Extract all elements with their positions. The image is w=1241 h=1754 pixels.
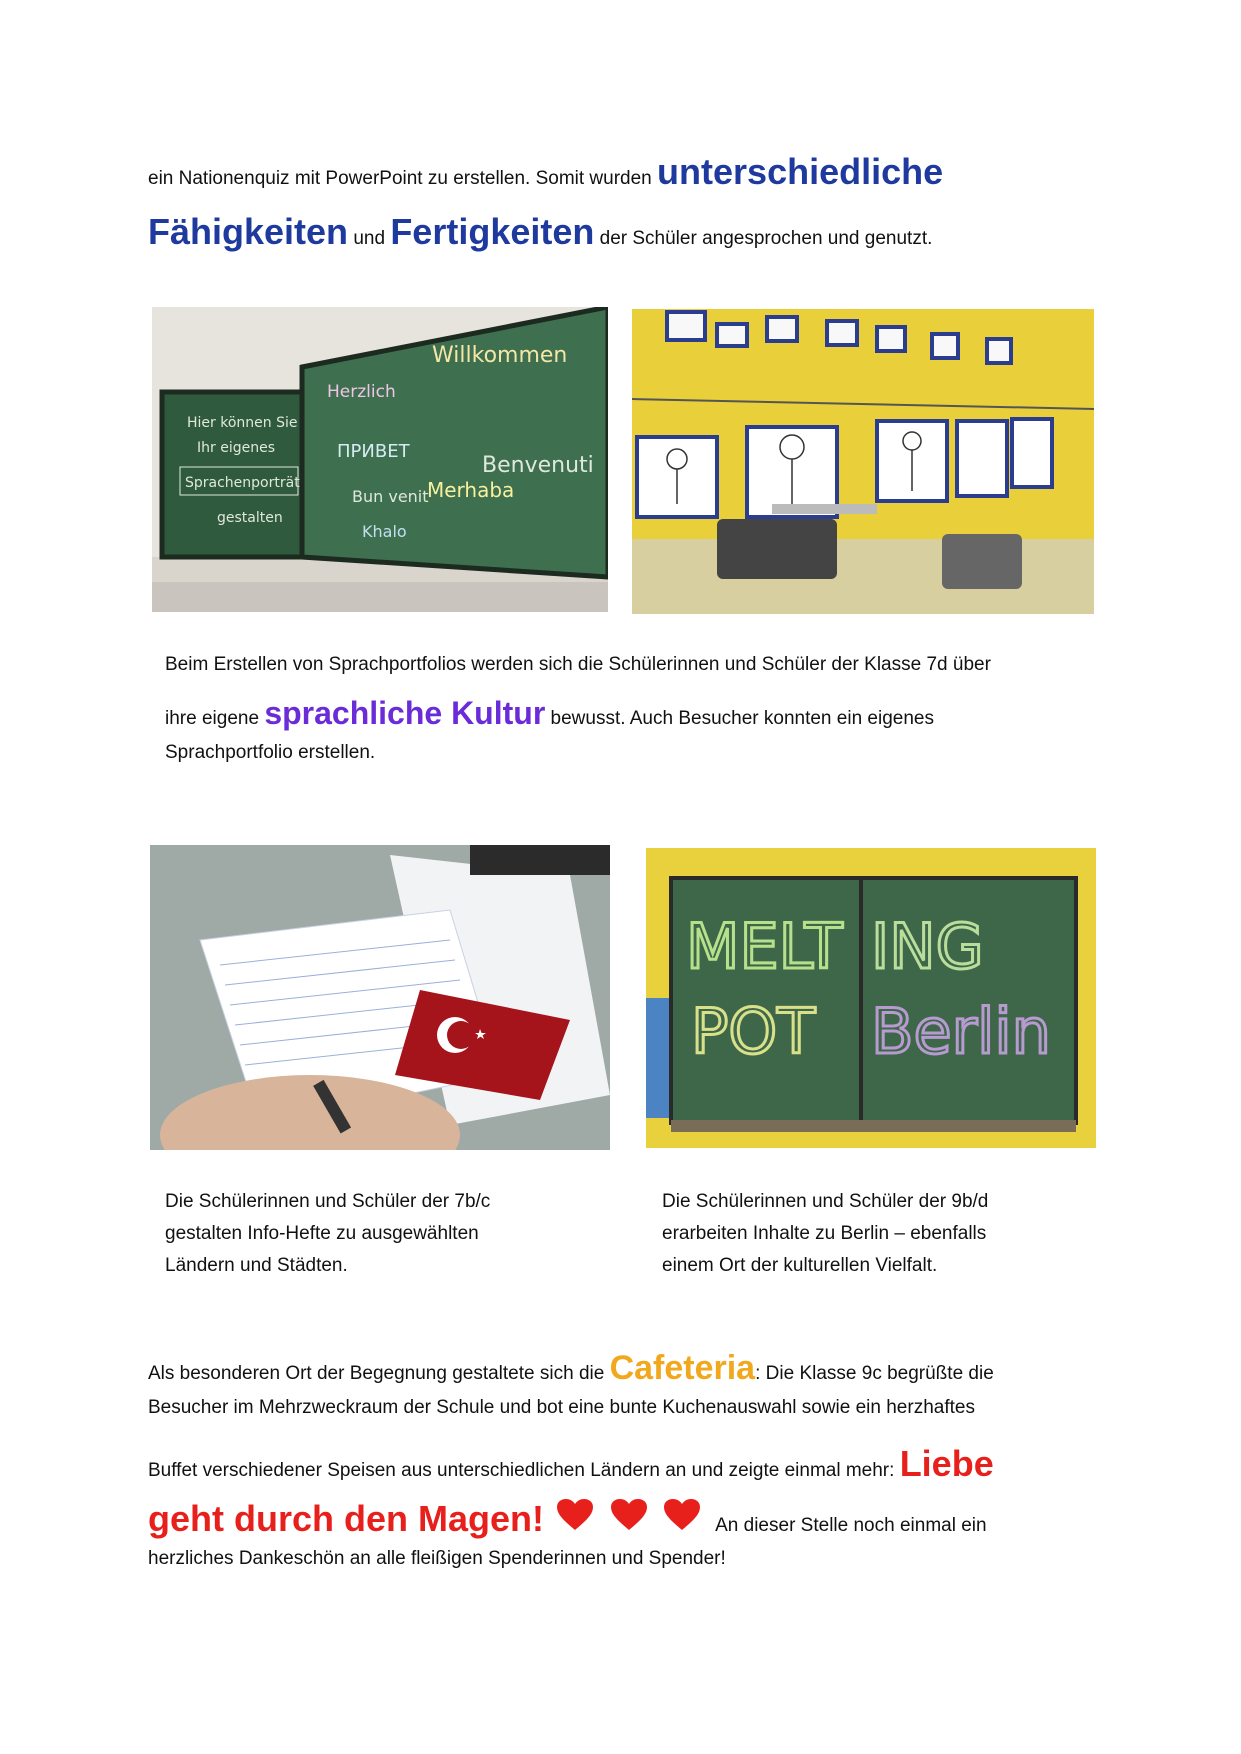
- portraits-wall-illustration: [632, 309, 1094, 614]
- caption-portfolio-start: ihre eigene: [165, 708, 260, 729]
- board-left-line-4: gestalten: [217, 510, 283, 526]
- caption-right-line-3: einem Ort der kulturellen Vielfalt.: [662, 1255, 938, 1276]
- cafeteria-start: Als besonderen Ort der Begegnung gestaltete sich die: [148, 1363, 605, 1384]
- highlight-unterschiedliche: unterschiedliche: [657, 151, 944, 192]
- board-left-line-1: Hier können Sie: [187, 415, 298, 431]
- caption-portfolio-end: bewusst. Auch Besucher konnten ein eigenes: [550, 708, 934, 729]
- board-word-melt: MELT: [686, 910, 843, 983]
- chalkboard-welcome-illustration: [152, 307, 608, 612]
- intro-und: und: [353, 228, 386, 249]
- caption-portfolio-line-3: Sprachportfolio erstellen.: [165, 742, 376, 763]
- cafeteria-line-2: Besucher im Mehrzweckraum der Schule und bot eine bunte Kuchenauswahl sowie ein herzhaftes: [148, 1397, 975, 1418]
- highlight-magen: geht durch den Magen!: [148, 1498, 544, 1539]
- heart-icon: [664, 1499, 700, 1538]
- melting-pot-illustration: [646, 848, 1096, 1148]
- board-word-berlin: Berlin: [871, 995, 1051, 1068]
- board-right-word-4: Benvenuti: [482, 453, 594, 478]
- board-right-word-2: Willkommen: [432, 343, 568, 368]
- caption-left-line-1: Die Schülerinnen und Schüler der 7b/c: [165, 1191, 491, 1212]
- caption-portfolio-line-2: [165, 694, 934, 732]
- intro-end: der Schüler angesprochen und genutzt.: [599, 228, 933, 249]
- caption-right-line-1: Die Schülerinnen und Schüler der 9b/d: [662, 1191, 989, 1212]
- board-right-word-5: Bun venit: [352, 487, 429, 506]
- board-right-word-7: Khalo: [362, 522, 407, 541]
- cafeteria-line-5: herzliches Dankeschön an alle fleißigen Spenderinnen und Spender!: [148, 1548, 726, 1569]
- highlight-sprachliche-kultur: sprachliche Kultur: [264, 695, 546, 731]
- photo-melting-pot-board: [646, 848, 1096, 1148]
- notebook-flag-illustration: [150, 845, 610, 1150]
- heart-icon: [557, 1499, 593, 1538]
- intro-text: ein Nationenquiz mit PowerPoint zu erstellen. Somit wurden: [148, 168, 652, 189]
- intro-line-2: [148, 210, 932, 253]
- caption-left: [165, 1186, 490, 1282]
- cafeteria-line-3-text: Buffet verschiedener Speisen aus unterschiedlichen Ländern an und zeigte einmal mehr:: [148, 1460, 895, 1481]
- cafeteria-line-1: [148, 1348, 994, 1389]
- highlight-fertigkeiten: Fertigkeiten: [390, 211, 595, 252]
- highlight-liebe: Liebe: [899, 1443, 994, 1484]
- board-right-word-1: Herzlich: [327, 382, 396, 402]
- caption-right: [662, 1186, 988, 1282]
- highlight-faehigkeiten: Fähigkeiten: [148, 211, 349, 252]
- board-left-line-3: Sprachenporträt: [185, 475, 300, 491]
- board-word-pot: POT: [691, 995, 816, 1068]
- board-right-word-3: ПРИВЕТ: [337, 441, 410, 462]
- photo-portraits-wall: [632, 309, 1094, 614]
- heart-icon: [611, 1499, 647, 1538]
- cafeteria-end: : Die Klasse 9c begrüßte die: [755, 1363, 994, 1384]
- caption-portfolio-line-1: Beim Erstellen von Sprachportfolios werden sich die Schülerinnen und Schüler der Klasse 7d über: [165, 654, 991, 675]
- caption-right-line-2: erarbeiten Inhalte zu Berlin – ebenfalls: [662, 1223, 987, 1244]
- cafeteria-line-4-text: An dieser Stelle noch einmal ein: [715, 1515, 987, 1536]
- intro-line-1: [148, 150, 943, 193]
- board-right-word-6: Merhaba: [427, 478, 515, 502]
- caption-left-line-2: gestalten Info-Hefte zu ausgewählten: [165, 1223, 479, 1244]
- board-word-ing: ING: [871, 910, 984, 983]
- photo-chalkboard-welcome: [152, 307, 608, 612]
- caption-left-line-3: Ländern und Städten.: [165, 1255, 348, 1276]
- cafeteria-line-4: [148, 1497, 987, 1540]
- photo-notebook-flag: [150, 845, 610, 1150]
- cafeteria-line-3: [148, 1442, 994, 1485]
- highlight-cafeteria: Cafeteria: [609, 1349, 756, 1387]
- board-left-line-2: Ihr eigenes: [197, 440, 275, 456]
